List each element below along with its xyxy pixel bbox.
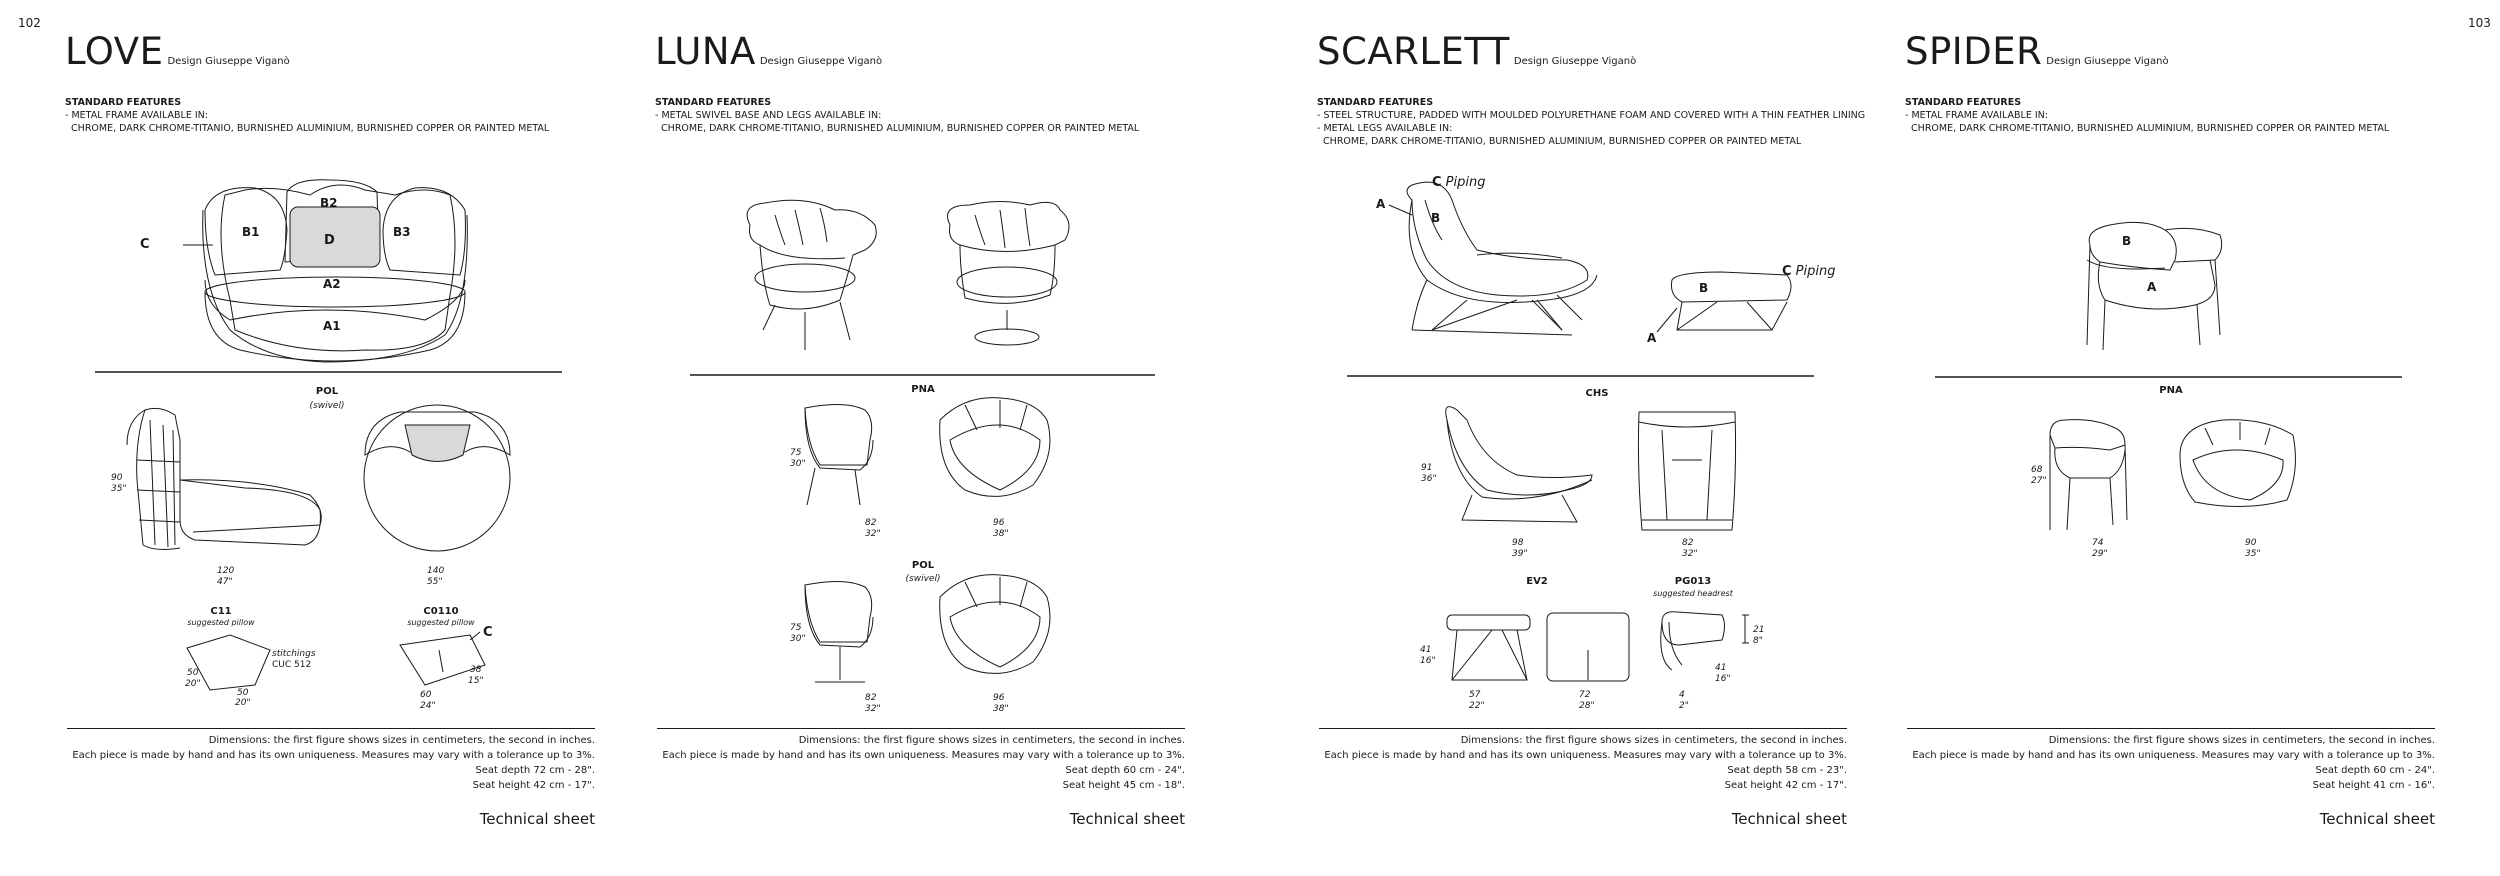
love-top-view [364,405,510,551]
model3-height-inch: 8" [1753,636,1763,646]
pillow1-dim2: 50 [237,688,249,698]
spider-pna-top [2180,420,2295,507]
spider-label-a: A [2147,280,2157,294]
stitching-label: stitchings [272,649,316,659]
dimension-notes [72,733,595,793]
seat-height: Seat height 42 cm - 17". [1724,780,1847,791]
scarlett-chs-side [1446,407,1592,522]
technical-sheet-label: Technical sheet [1731,810,1847,828]
scarlett-chs-front [1638,412,1735,530]
top-width: 140 [427,566,445,576]
model2-width1: 57 [1469,690,1481,700]
model3-width-inch: 16" [1715,674,1731,684]
pillow2-code: C0110 [423,606,459,617]
pillow1-code: C11 [210,606,232,617]
label-a2: A2 [323,277,341,291]
luna-pol-top [940,575,1050,674]
designer: Design Giuseppe Viganò [167,56,290,67]
pillow2-w: 60 [420,690,432,700]
model1-code: CHS [1585,388,1609,399]
dim-note-2: Each piece is made by hand and has its own uniqueness. Measures may vary with a tolerance up to 3%. [72,750,595,761]
technical-sheet-label: Technical sheet [1069,810,1185,828]
designer: Design Giuseppe Viganò [1513,56,1637,67]
feature-line: - METAL FRAME AVAILABLE IN: [1905,110,2048,121]
spider-width2: 90 [2245,538,2257,548]
product-name: LOVE [65,30,164,73]
model3-code: PG013 [1674,576,1712,587]
scarlett-lounge-chair [1407,182,1597,335]
features-title: STANDARD FEATURES [655,97,772,108]
product-name: LUNA [655,30,756,73]
model1-height-inch: 36" [1421,474,1437,484]
technical-sheet-label: Technical sheet [2319,810,2435,828]
technical-sheet-label: Technical sheet [479,810,595,828]
model-subtitle: (swivel) [309,401,345,411]
model1-width2: 82 [1682,538,1694,548]
feature-line: CHROME, DARK CHROME-TITANIO, BURNISHED ALUMINIUM, BURNISHED COPPER OR PAINTED METAL [655,123,1140,134]
pillow1-dim-inch: 20" [185,679,201,689]
features-title: STANDARD FEATURES [1317,97,1434,108]
seat-height: Seat height 45 cm - 18". [1062,780,1185,791]
model1-width1: 98 [1512,538,1524,548]
model3-height: 21 [1753,625,1765,635]
model1-width2-inch: 32" [1682,549,1698,559]
love-side-view [127,408,321,549]
seat-depth: Seat depth 60 cm - 24". [1065,765,1185,776]
label-b1: B1 [242,225,260,239]
model2-width2: 96 [993,693,1005,703]
model2-width2-inch: 38" [993,704,1009,714]
scarlett-ev2-side [1447,615,1530,680]
model2-width1-inch: 22" [1469,701,1485,711]
luna-main-illustration-right [948,202,1070,346]
side-height-inch: 35" [111,484,127,494]
model1-width2: 96 [993,518,1005,528]
spider-height-inch: 27" [2031,476,2047,486]
model3-depth: 4 [1679,690,1685,700]
feature-line: CHROME, DARK CHROME-TITANIO, BURNISHED ALUMINIUM, BURNISHED COPPER OR PAINTED METAL [1317,136,1802,147]
spider-width1: 74 [2092,538,2104,548]
scarlett-label-c-piping: C Piping [1432,175,1486,190]
scarlett-label-a2: A [1647,331,1657,345]
dimension-notes [1912,733,2435,793]
model2-height: 75 [790,623,802,633]
seat-height: Seat height 41 cm - 16". [2312,780,2435,791]
model1-code: PNA [911,384,935,395]
side-width-inch: 47" [217,577,233,587]
page-number-right: 103 [2468,16,2491,30]
feature-line: CHROME, DARK CHROME-TITANIO, BURNISHED ALUMINIUM, BURNISHED COPPER OR PAINTED METAL [65,123,550,134]
designer: Design Giuseppe Viganò [2046,56,2169,67]
feature-line: - METAL SWIVEL BASE AND LEGS AVAILABLE IN: [655,110,882,121]
model1-width1-inch: 39" [1512,549,1528,559]
dim-note-2: Each piece is made by hand and has its own uniqueness. Measures may vary with a tolerance up to 3%. [662,750,1185,761]
model2-width2: 72 [1579,690,1591,700]
label-c: C [140,237,150,252]
footer-rule [1319,728,1847,729]
pillow2-w-inch: 24" [420,701,436,711]
feature-line: - STEEL STRUCTURE, PADDED WITH MOULDED POLYURETHANE FOAM AND COVERED WITH A THIN FEATHER LINING [1317,110,1866,121]
pillow1-sub: suggested pillow [187,618,255,627]
page-number-left: 102 [18,16,41,30]
scarlett-label-b2: B [1699,281,1709,295]
side-width: 120 [217,566,235,576]
luna-pna-side [805,404,873,505]
model2-code: POL [911,560,935,571]
model-code: POL [315,386,339,397]
feature-line: CHROME, DARK CHROME-TITANIO, BURNISHED ALUMINIUM, BURNISHED COPPER OR PAINTED METAL [1905,123,2390,134]
scarlett-label-b: B [1431,211,1441,225]
model1-height: 91 [1421,463,1433,473]
label-d: D [324,233,335,248]
model2-subtitle: (swivel) [905,574,941,584]
pillow1-dim2-inch: 20" [235,698,251,708]
model2-height-inch: 16" [1420,656,1436,666]
product-name: SPIDER [1905,30,2043,73]
model2-width1: 82 [865,693,877,703]
dim-note-2: Each piece is made by hand and has its own uniqueness. Measures may vary with a tolerance up to 3%. [1912,750,2435,761]
feature-line: - METAL LEGS AVAILABLE IN: [1317,123,1453,134]
spider-width1-inch: 29" [2092,549,2108,559]
model2-width2-inch: 28" [1579,701,1595,711]
spider-label-b: B [2122,234,2132,248]
luna-main-illustration-left [747,200,876,350]
spider-height: 68 [2031,465,2043,475]
footer-rule [67,728,595,729]
footer-rule [1907,728,2435,729]
luna-pna-top [940,398,1050,497]
designer: Design Giuseppe Viganò [759,56,883,67]
product-column-spider [1905,0,2445,876]
seat-depth: Seat depth 72 cm - 28". [475,765,595,776]
model1-width1: 82 [865,518,877,528]
model1-height: 75 [790,448,802,458]
model2-height-inch: 30" [790,634,806,644]
pillow2-h-inch: 15" [468,676,484,686]
dim-note-1: Dimensions: the first figure shows sizes in centimeters, the second in inches. [2048,735,2435,746]
model3-subtitle: suggested headrest [1653,589,1733,598]
spider-drawings [1905,0,2445,740]
product-column-love [65,0,605,876]
model3-depth-inch: 2" [1679,701,1689,711]
pillow1-dim: 50 [187,668,199,678]
model1-height-inch: 30" [790,459,806,469]
model2-height: 41 [1420,645,1432,655]
scarlett-drawings [1317,0,1857,740]
pillow2-c: C [483,625,493,640]
pillow2-sub: suggested pillow [407,618,475,627]
model2-code: EV2 [1526,576,1548,587]
dimension-notes [662,733,1185,793]
footer-rule [657,728,1185,729]
scarlett-ottoman [1671,272,1791,330]
spider-pna-side [2050,420,2127,530]
dim-note-1: Dimensions: the first figure shows sizes in centimeters, the second in inches. [1460,735,1847,746]
label-b2: B2 [320,196,338,210]
product-column-scarlett [1317,0,1866,876]
feature-line: - METAL FRAME AVAILABLE IN: [65,110,208,121]
stitching-code: CUC 512 [272,660,312,670]
seat-depth: Seat depth 60 cm - 24". [2315,765,2435,776]
scarlett-pg013-headrest [1661,612,1749,670]
dim-note-2: Each piece is made by hand and has its own uniqueness. Measures may vary with a tolerance up to 3%. [1324,750,1847,761]
features-title: STANDARD FEATURES [65,97,182,108]
top-width-inch: 55" [427,577,443,587]
model1-width1-inch: 32" [865,529,881,539]
model3-width: 41 [1715,663,1727,673]
model-code: PNA [2159,385,2183,396]
luna-drawings [655,0,1195,740]
scarlett-label-c-piping2: C Piping [1782,264,1836,279]
dimension-notes [1324,733,1847,793]
love-drawings [65,0,605,740]
seat-height: Seat height 42 cm - 17". [472,780,595,791]
seat-depth: Seat depth 58 cm - 23". [1727,765,1847,776]
dim-note-1: Dimensions: the first figure shows sizes in centimeters, the second in inches. [208,735,595,746]
pillow2-h: 38 [470,665,482,675]
product-column-luna [655,0,1195,876]
features-title: STANDARD FEATURES [1905,97,2022,108]
product-name: SCARLETT [1317,30,1510,73]
dim-note-1: Dimensions: the first figure shows sizes in centimeters, the second in inches. [798,735,1185,746]
model2-width1-inch: 32" [865,704,881,714]
scarlett-label-a: A [1376,197,1386,211]
side-height: 90 [111,473,123,483]
luna-pol-side [805,581,873,682]
spider-width2-inch: 35" [2245,549,2261,559]
model1-width2-inch: 38" [993,529,1009,539]
label-a1: A1 [323,319,341,333]
label-b3: B3 [393,225,411,239]
